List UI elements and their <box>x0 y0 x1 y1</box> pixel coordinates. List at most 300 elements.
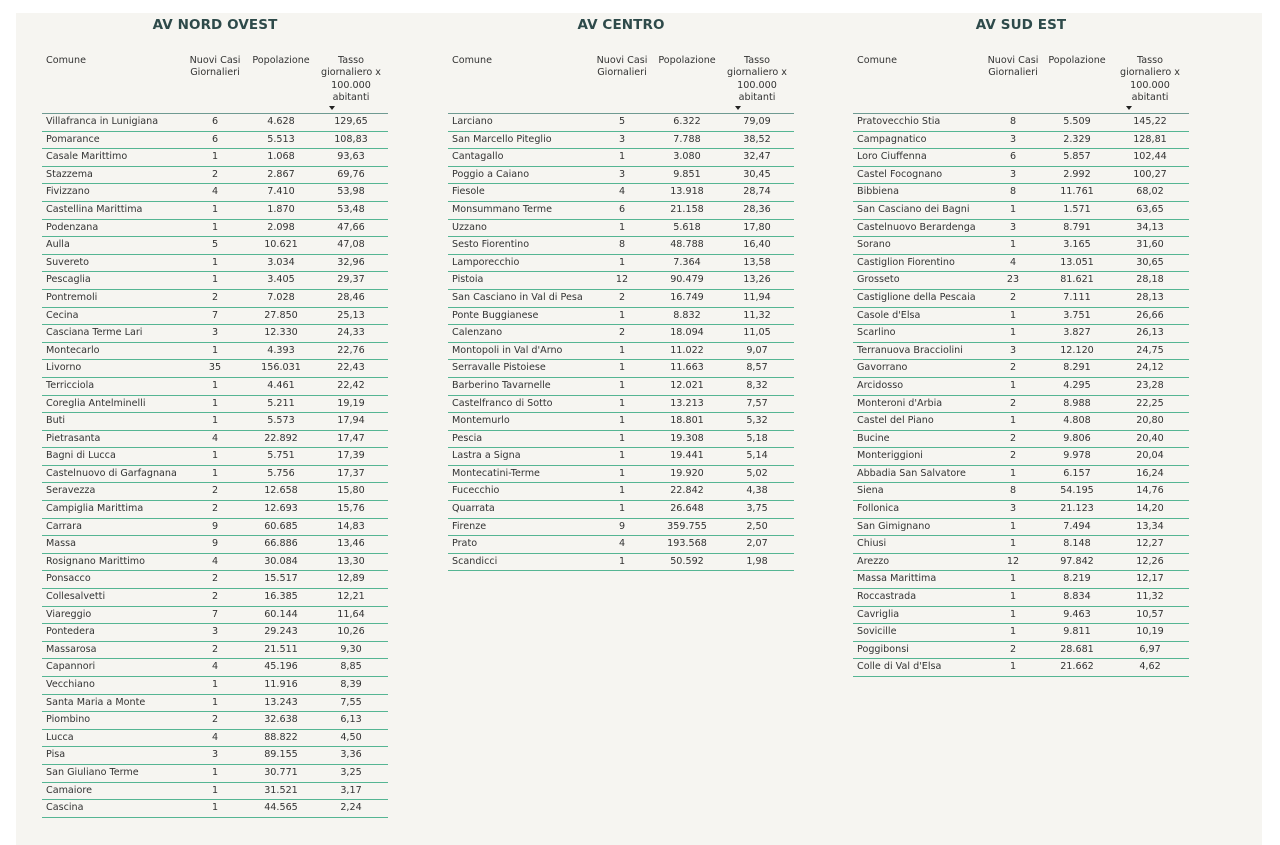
cell-comune: Abbadia San Salvatore <box>853 465 983 483</box>
cell-comune: Lamporecchio <box>448 254 590 272</box>
cell-comune: Scarlino <box>853 325 983 343</box>
cell-comune: Pratovecchio Stia <box>853 114 983 132</box>
cell-tasso: 108,83 <box>314 131 388 149</box>
sort-descending-icon[interactable] <box>735 106 741 110</box>
cell-nuovi-casi: 3 <box>983 501 1043 519</box>
cell-nuovi-casi: 3 <box>182 325 248 343</box>
cell-tasso: 47,66 <box>314 219 388 237</box>
table-row[interactable] <box>448 553 794 571</box>
cell-popolazione: 12.658 <box>248 483 314 501</box>
cell-tasso: 8,32 <box>720 377 794 395</box>
table-row[interactable] <box>853 518 1189 536</box>
cell-comune: Livorno <box>42 360 182 378</box>
cell-popolazione: 8.834 <box>1043 589 1111 607</box>
cell-popolazione: 9.978 <box>1043 448 1111 466</box>
cell-tasso: 11,05 <box>720 325 794 343</box>
cell-nuovi-casi: 1 <box>590 219 654 237</box>
cell-popolazione: 60.685 <box>248 518 314 536</box>
table-row[interactable] <box>853 272 1189 290</box>
cell-nuovi-casi: 1 <box>182 219 248 237</box>
cell-popolazione: 1.870 <box>248 201 314 219</box>
cell-tasso: 12,21 <box>314 589 388 607</box>
cell-tasso: 26,13 <box>1111 325 1189 343</box>
cell-comune: San Casciano dei Bagni <box>853 201 983 219</box>
cell-tasso: 2,50 <box>720 518 794 536</box>
table-row[interactable] <box>42 342 388 360</box>
table-row[interactable] <box>448 501 794 519</box>
sort-descending-icon[interactable] <box>329 106 335 110</box>
table-row[interactable] <box>42 465 388 483</box>
cell-popolazione: 11.663 <box>654 360 720 378</box>
table-row[interactable] <box>42 641 388 659</box>
cell-nuovi-casi: 2 <box>182 289 248 307</box>
table-row[interactable] <box>448 149 794 167</box>
cell-nuovi-casi: 7 <box>182 307 248 325</box>
table-row[interactable] <box>448 254 794 272</box>
cell-tasso: 15,80 <box>314 483 388 501</box>
cell-tasso: 30,45 <box>720 166 794 184</box>
cell-nuovi-casi: 1 <box>590 430 654 448</box>
table-row[interactable] <box>853 483 1189 501</box>
cell-nuovi-casi: 1 <box>182 800 248 818</box>
cell-nuovi-casi: 1 <box>983 465 1043 483</box>
cell-comune: Vecchiano <box>42 677 182 695</box>
cell-nuovi-casi: 1 <box>983 377 1043 395</box>
cell-comune: Collesalvetti <box>42 589 182 607</box>
cell-popolazione: 12.120 <box>1043 342 1111 360</box>
table-av-centro <box>448 55 794 571</box>
cell-comune: Terranuova Bracciolini <box>853 342 983 360</box>
column-header-nuovi-casi[interactable]: Nuovi Casi Giornalieri <box>182 55 248 114</box>
cell-nuovi-casi: 6 <box>182 131 248 149</box>
table-row[interactable] <box>42 501 388 519</box>
table-row[interactable] <box>448 289 794 307</box>
cell-tasso: 12,89 <box>314 571 388 589</box>
table-row[interactable] <box>42 747 388 765</box>
cell-tasso: 8,85 <box>314 659 388 677</box>
cell-comune: Capannori <box>42 659 182 677</box>
cell-nuovi-casi: 1 <box>182 201 248 219</box>
cell-popolazione: 9.851 <box>654 166 720 184</box>
table-row[interactable] <box>42 395 388 413</box>
cell-comune: Carrara <box>42 518 182 536</box>
cell-popolazione: 2.329 <box>1043 131 1111 149</box>
table-row[interactable] <box>448 377 794 395</box>
table-row[interactable] <box>853 325 1189 343</box>
cell-comune: Follonica <box>853 501 983 519</box>
cell-popolazione: 8.791 <box>1043 219 1111 237</box>
cell-nuovi-casi: 1 <box>182 377 248 395</box>
table-row[interactable] <box>853 624 1189 642</box>
cell-popolazione: 11.916 <box>248 677 314 695</box>
cell-popolazione: 6.322 <box>654 114 720 132</box>
table-row[interactable] <box>448 184 794 202</box>
cell-popolazione: 21.511 <box>248 641 314 659</box>
table-row[interactable] <box>448 465 794 483</box>
cell-tasso: 53,48 <box>314 201 388 219</box>
cell-comune: Seravezza <box>42 483 182 501</box>
cell-popolazione: 89.155 <box>248 747 314 765</box>
cell-tasso: 68,02 <box>1111 184 1189 202</box>
cell-tasso: 15,76 <box>314 501 388 519</box>
table-row[interactable] <box>42 694 388 712</box>
column-header-popolazione[interactable]: Popolazione <box>654 55 720 114</box>
cell-comune: Roccastrada <box>853 589 983 607</box>
table-row[interactable] <box>448 114 794 132</box>
table-row[interactable] <box>853 307 1189 325</box>
table-row[interactable] <box>448 360 794 378</box>
cell-comune: Cantagallo <box>448 149 590 167</box>
table-row[interactable] <box>42 448 388 466</box>
cell-popolazione: 30.084 <box>248 553 314 571</box>
cell-comune: Lastra a Signa <box>448 448 590 466</box>
cell-nuovi-casi: 9 <box>182 536 248 554</box>
column-header-comune[interactable]: Comune <box>853 55 983 114</box>
cell-comune: Prato <box>448 536 590 554</box>
cell-comune: Pontedera <box>42 624 182 642</box>
table-row[interactable] <box>853 201 1189 219</box>
cell-nuovi-casi: 4 <box>182 729 248 747</box>
cell-comune: Massa Marittima <box>853 571 983 589</box>
table-row[interactable] <box>42 114 388 132</box>
table-row[interactable] <box>42 659 388 677</box>
cell-tasso: 22,76 <box>314 342 388 360</box>
table-row[interactable] <box>853 219 1189 237</box>
cell-tasso: 6,13 <box>314 712 388 730</box>
table-row[interactable] <box>42 571 388 589</box>
table-row[interactable] <box>42 272 388 290</box>
cell-comune: Monsummano Terme <box>448 201 590 219</box>
table-row[interactable] <box>448 131 794 149</box>
table-row[interactable] <box>448 518 794 536</box>
cell-comune: San Giuliano Terme <box>42 764 182 782</box>
table-row[interactable] <box>42 624 388 642</box>
cell-tasso: 1,98 <box>720 553 794 571</box>
table-row[interactable] <box>853 430 1189 448</box>
cell-nuovi-casi: 3 <box>182 624 248 642</box>
table-header-row <box>853 55 1189 114</box>
cell-popolazione: 44.565 <box>248 800 314 818</box>
table-row[interactable] <box>42 782 388 800</box>
cell-comune: Casale Marittimo <box>42 149 182 167</box>
cell-nuovi-casi: 8 <box>983 483 1043 501</box>
table-row[interactable] <box>853 536 1189 554</box>
cell-tasso: 93,63 <box>314 149 388 167</box>
column-header-tasso[interactable] <box>720 55 794 114</box>
cell-tasso: 17,47 <box>314 430 388 448</box>
cell-comune: Campiglia Marittima <box>42 501 182 519</box>
table-row[interactable] <box>42 677 388 695</box>
cell-comune: Pontremoli <box>42 289 182 307</box>
table-row[interactable] <box>42 131 388 149</box>
table-row[interactable] <box>42 237 388 255</box>
cell-nuovi-casi: 6 <box>590 201 654 219</box>
table-row[interactable] <box>853 606 1189 624</box>
table-row[interactable] <box>42 800 388 818</box>
table-row[interactable] <box>448 483 794 501</box>
cell-tasso: 145,22 <box>1111 114 1189 132</box>
column-header-nuovi-casi[interactable]: Nuovi Casi Giornalieri <box>983 55 1043 114</box>
cell-comune: Castellina Marittima <box>42 201 182 219</box>
cell-popolazione: 97.842 <box>1043 553 1111 571</box>
table-row[interactable] <box>853 465 1189 483</box>
table-row[interactable] <box>853 377 1189 395</box>
cell-nuovi-casi: 1 <box>182 764 248 782</box>
cell-popolazione: 5.211 <box>248 395 314 413</box>
table-row[interactable] <box>42 201 388 219</box>
cell-nuovi-casi: 1 <box>983 325 1043 343</box>
cell-tasso: 38,52 <box>720 131 794 149</box>
cell-nuovi-casi: 4 <box>182 659 248 677</box>
cell-nuovi-casi: 1 <box>983 201 1043 219</box>
table-row[interactable] <box>448 325 794 343</box>
table-row[interactable] <box>42 536 388 554</box>
table-row[interactable] <box>853 237 1189 255</box>
cell-nuovi-casi: 4 <box>182 553 248 571</box>
cell-tasso: 28,13 <box>1111 289 1189 307</box>
cell-popolazione: 4.808 <box>1043 413 1111 431</box>
cell-tasso: 17,39 <box>314 448 388 466</box>
cell-nuovi-casi: 3 <box>983 166 1043 184</box>
cell-popolazione: 7.410 <box>248 184 314 202</box>
cell-comune: Castelnuovo di Garfagnana <box>42 465 182 483</box>
cell-tasso: 13,34 <box>1111 518 1189 536</box>
table-row[interactable] <box>42 254 388 272</box>
column-header-comune[interactable]: Comune <box>42 55 182 114</box>
cell-tasso: 10,57 <box>1111 606 1189 624</box>
table-row[interactable] <box>448 272 794 290</box>
table-row[interactable] <box>42 149 388 167</box>
cell-tasso: 11,64 <box>314 606 388 624</box>
cell-nuovi-casi: 3 <box>983 342 1043 360</box>
cell-nuovi-casi: 5 <box>182 237 248 255</box>
table-row[interactable] <box>42 518 388 536</box>
cell-tasso: 16,24 <box>1111 465 1189 483</box>
column-header-tasso[interactable] <box>1111 55 1189 114</box>
table-row[interactable] <box>42 184 388 202</box>
cell-nuovi-casi: 1 <box>983 606 1043 624</box>
table-row[interactable] <box>853 659 1189 677</box>
cell-popolazione: 13.243 <box>248 694 314 712</box>
cell-comune: Casole d'Elsa <box>853 307 983 325</box>
table-row[interactable] <box>42 606 388 624</box>
cell-nuovi-casi: 1 <box>590 501 654 519</box>
table-row[interactable] <box>448 413 794 431</box>
table-row[interactable] <box>853 131 1189 149</box>
table-row[interactable] <box>448 395 794 413</box>
cell-popolazione: 9.463 <box>1043 606 1111 624</box>
cell-comune: Poggibonsi <box>853 641 983 659</box>
cell-nuovi-casi: 1 <box>182 342 248 360</box>
cell-popolazione: 3.405 <box>248 272 314 290</box>
cell-comune: Massarosa <box>42 641 182 659</box>
table-row[interactable] <box>448 430 794 448</box>
cell-nuovi-casi: 1 <box>983 624 1043 642</box>
table-row[interactable] <box>42 589 388 607</box>
table-row[interactable] <box>853 254 1189 272</box>
cell-nuovi-casi: 1 <box>590 377 654 395</box>
column-header-popolazione[interactable]: Popolazione <box>1043 55 1111 114</box>
cell-comune: Monteriggioni <box>853 448 983 466</box>
cell-tasso: 17,94 <box>314 413 388 431</box>
cell-comune: Loro Ciuffenna <box>853 149 983 167</box>
cell-popolazione: 18.094 <box>654 325 720 343</box>
table-row[interactable] <box>42 325 388 343</box>
table-row[interactable] <box>448 166 794 184</box>
table-row[interactable] <box>42 483 388 501</box>
table-row[interactable] <box>853 360 1189 378</box>
table-row[interactable] <box>448 536 794 554</box>
table-row[interactable] <box>853 395 1189 413</box>
table-row[interactable] <box>853 184 1189 202</box>
column-header-popolazione[interactable]: Popolazione <box>248 55 314 114</box>
cell-nuovi-casi: 2 <box>182 571 248 589</box>
report-panel <box>16 13 1262 845</box>
cell-popolazione: 2.098 <box>248 219 314 237</box>
cell-nuovi-casi: 6 <box>983 149 1043 167</box>
cell-comune: Serravalle Pistoiese <box>448 360 590 378</box>
table-row[interactable] <box>853 114 1189 132</box>
cell-nuovi-casi: 35 <box>182 360 248 378</box>
cell-tasso: 63,65 <box>1111 201 1189 219</box>
table-row[interactable] <box>42 219 388 237</box>
cell-popolazione: 4.461 <box>248 377 314 395</box>
table-row[interactable] <box>42 712 388 730</box>
table-row[interactable] <box>42 307 388 325</box>
cell-tasso: 11,32 <box>1111 589 1189 607</box>
cell-comune: Viareggio <box>42 606 182 624</box>
cell-nuovi-casi: 9 <box>182 518 248 536</box>
cell-tasso: 20,40 <box>1111 430 1189 448</box>
cell-nuovi-casi: 8 <box>983 114 1043 132</box>
cell-tasso: 28,74 <box>720 184 794 202</box>
cell-nuovi-casi: 1 <box>182 448 248 466</box>
column-header-tasso[interactable] <box>314 55 388 114</box>
table-row[interactable] <box>42 764 388 782</box>
cell-comune: Ponsacco <box>42 571 182 589</box>
cell-tasso: 31,60 <box>1111 237 1189 255</box>
table-row[interactable] <box>853 553 1189 571</box>
table-row[interactable] <box>853 641 1189 659</box>
cell-tasso: 34,13 <box>1111 219 1189 237</box>
table-row[interactable] <box>853 166 1189 184</box>
cell-comune: Ponte Buggianese <box>448 307 590 325</box>
cell-popolazione: 359.755 <box>654 518 720 536</box>
table-row[interactable] <box>42 289 388 307</box>
cell-nuovi-casi: 2 <box>983 360 1043 378</box>
table-row[interactable] <box>42 729 388 747</box>
cell-comune: Podenzana <box>42 219 182 237</box>
cell-tasso: 32,47 <box>720 149 794 167</box>
cell-nuovi-casi: 1 <box>182 677 248 695</box>
table-row[interactable] <box>853 589 1189 607</box>
cell-nuovi-casi: 1 <box>590 342 654 360</box>
cell-comune: Larciano <box>448 114 590 132</box>
cell-comune: Gavorrano <box>853 360 983 378</box>
table-row[interactable] <box>448 307 794 325</box>
table-row[interactable] <box>42 360 388 378</box>
table-row[interactable] <box>448 448 794 466</box>
table-row[interactable] <box>853 289 1189 307</box>
cell-tasso: 2,07 <box>720 536 794 554</box>
cell-tasso: 3,75 <box>720 501 794 519</box>
cell-popolazione: 27.850 <box>248 307 314 325</box>
cell-popolazione: 22.842 <box>654 483 720 501</box>
cell-comune: Montecarlo <box>42 342 182 360</box>
cell-comune: Grosseto <box>853 272 983 290</box>
cell-nuovi-casi: 1 <box>182 149 248 167</box>
table-row[interactable] <box>42 377 388 395</box>
table-row[interactable] <box>42 413 388 431</box>
table-av-sud-est <box>853 55 1189 677</box>
table-row[interactable] <box>448 201 794 219</box>
table-row[interactable] <box>853 342 1189 360</box>
table-row[interactable] <box>42 553 388 571</box>
cell-popolazione: 15.517 <box>248 571 314 589</box>
cell-comune: Piombino <box>42 712 182 730</box>
cell-tasso: 12,17 <box>1111 571 1189 589</box>
table-row[interactable] <box>853 571 1189 589</box>
cell-popolazione: 12.693 <box>248 501 314 519</box>
table-row[interactable] <box>448 219 794 237</box>
cell-comune: Monteroni d'Arbia <box>853 395 983 413</box>
cell-nuovi-casi: 5 <box>590 114 654 132</box>
cell-tasso: 20,04 <box>1111 448 1189 466</box>
cell-comune: Quarrata <box>448 501 590 519</box>
cell-tasso: 20,80 <box>1111 413 1189 431</box>
cell-popolazione: 9.811 <box>1043 624 1111 642</box>
table-row[interactable] <box>448 237 794 255</box>
section-title: AV NORD OVEST <box>152 17 278 33</box>
table-row[interactable] <box>42 166 388 184</box>
cell-tasso: 10,26 <box>314 624 388 642</box>
cell-popolazione: 5.618 <box>654 219 720 237</box>
cell-popolazione: 18.801 <box>654 413 720 431</box>
cell-comune: Cascina <box>42 800 182 818</box>
cell-nuovi-casi: 1 <box>590 360 654 378</box>
cell-popolazione: 3.751 <box>1043 307 1111 325</box>
cell-nuovi-casi: 1 <box>590 553 654 571</box>
cell-comune: Arezzo <box>853 553 983 571</box>
cell-tasso: 7,55 <box>314 694 388 712</box>
cell-comune: Uzzano <box>448 219 590 237</box>
cell-comune: Chiusi <box>853 536 983 554</box>
cell-popolazione: 5.857 <box>1043 149 1111 167</box>
column-header-nuovi-casi[interactable]: Nuovi Casi Giornalieri <box>590 55 654 114</box>
cell-nuovi-casi: 1 <box>983 237 1043 255</box>
cell-popolazione: 12.330 <box>248 325 314 343</box>
cell-comune: Sovicille <box>853 624 983 642</box>
cell-popolazione: 3.034 <box>248 254 314 272</box>
cell-comune: Camaiore <box>42 782 182 800</box>
cell-tasso: 26,66 <box>1111 307 1189 325</box>
table-row[interactable] <box>853 448 1189 466</box>
cell-comune: Cavriglia <box>853 606 983 624</box>
sort-descending-icon[interactable] <box>1126 106 1132 110</box>
table-row[interactable] <box>853 501 1189 519</box>
cell-nuovi-casi: 2 <box>182 483 248 501</box>
cell-popolazione: 193.568 <box>654 536 720 554</box>
table-row[interactable] <box>448 342 794 360</box>
table-row[interactable] <box>853 413 1189 431</box>
table-row[interactable] <box>853 149 1189 167</box>
cell-popolazione: 32.638 <box>248 712 314 730</box>
cell-tasso: 14,83 <box>314 518 388 536</box>
cell-comune: Pescaglia <box>42 272 182 290</box>
cell-nuovi-casi: 2 <box>983 448 1043 466</box>
column-header-comune[interactable]: Comune <box>448 55 590 114</box>
table-row[interactable] <box>42 430 388 448</box>
